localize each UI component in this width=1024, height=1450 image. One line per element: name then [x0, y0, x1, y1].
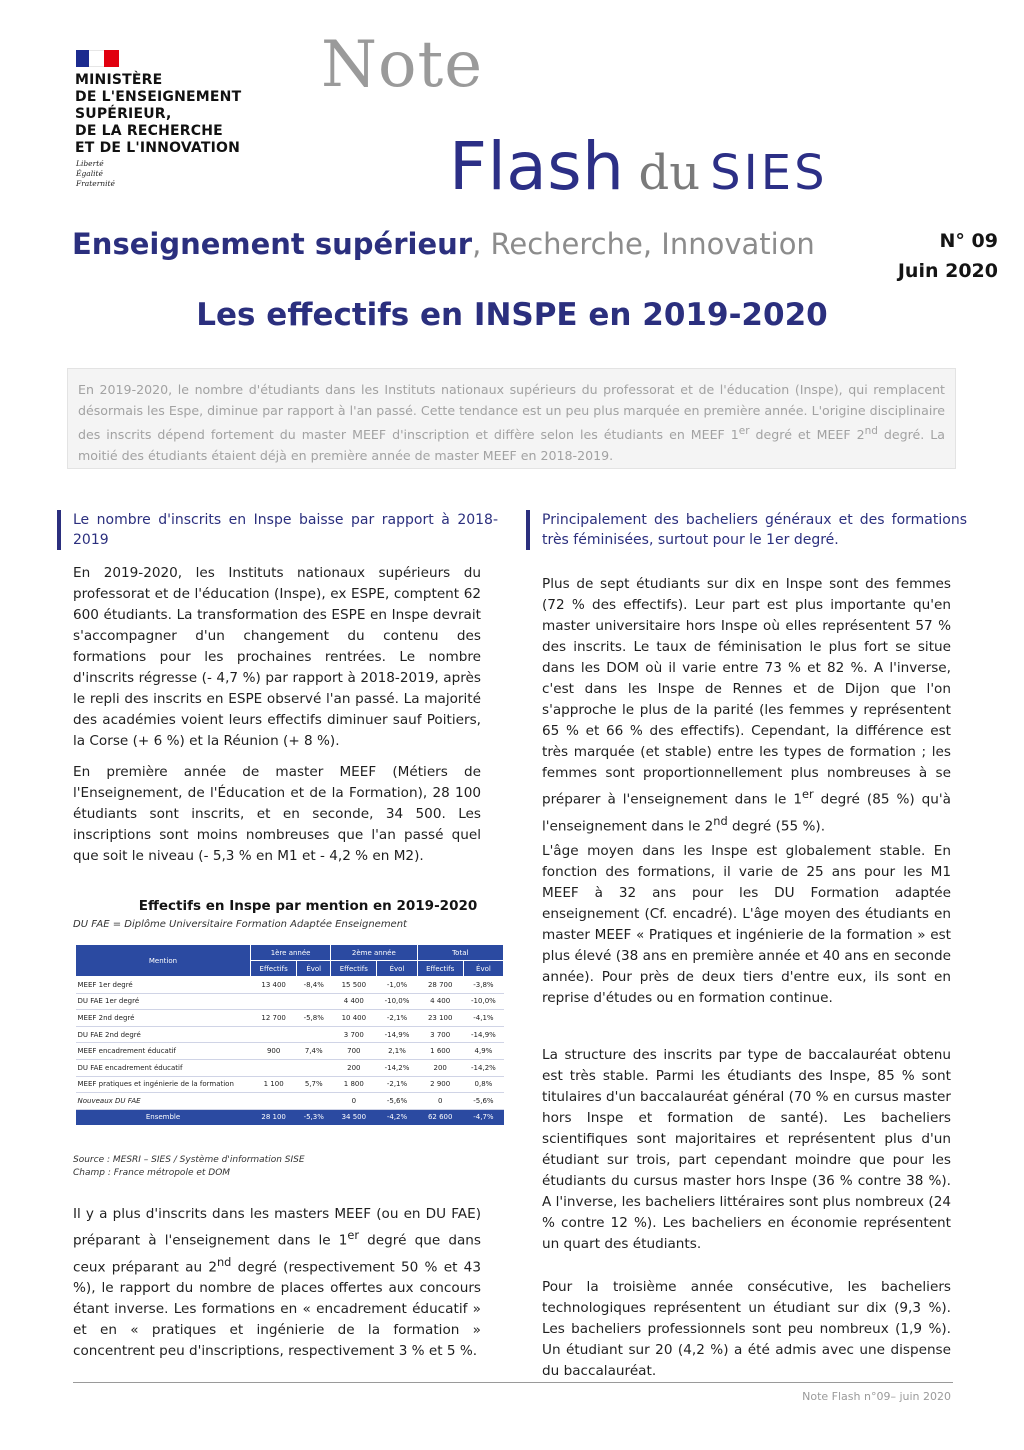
cell: -1,0%: [377, 977, 417, 994]
enrolment-table: [75, 944, 504, 1125]
left-paragraph-1: En 2019-2020, les Instituts nationaux supérieurs du professorat et de l'éducation (Inspe), ex ESPE, comptent 62 600 étudiants. La transformation des ESPE en Inspe devrait s'accompagner d'un changement du contenu des formations pour les prochaines rentrées. Le nombre d'inscrits régresse (- 4,7 %) par rapport à 2018-2019, après le repli des inscrits en ESPE observé l'an passé. La majorité des académies voient leurs effectifs diminuer sauf Poitiers, la Corse (+ 6 %) et la Réunion (+ 8 %).: [73, 565, 481, 749]
cell: 4 400: [331, 993, 377, 1010]
row-label: MEEF 1er degré: [76, 977, 251, 994]
cell: -4,1%: [463, 1010, 503, 1027]
row-label: DU FAE 1er degré: [76, 993, 251, 1010]
cell: -14,9%: [463, 1026, 503, 1043]
cell: -5,6%: [463, 1093, 503, 1110]
masthead-sies-word: SIES: [710, 145, 828, 201]
cell: -8,4%: [297, 977, 331, 994]
header-sub: Effectifs: [251, 961, 297, 977]
issue-date: Juin 2020: [897, 260, 998, 282]
right-paragraph-4: Pour la troisième année consécutive, les bacheliers technologiques représentent un étudiant sur dix (9,3 %). Les bacheliers professionnels sont peu nombreux (1,9 %). Un étudiant sur 20 (4,2 %) a été admis avec une dispense du baccalauréat.: [542, 1279, 951, 1379]
table-title: Effectifs en Inspe par mention en 2019-2020: [138, 898, 478, 914]
cell: 4,9%: [463, 1043, 503, 1060]
row-label: MEEF encadrement éducatif: [76, 1043, 251, 1060]
masthead-note: Note: [321, 28, 484, 102]
total-cell: -5,3%: [297, 1109, 331, 1125]
table-row: [76, 1010, 504, 1027]
header-sub: Effectifs: [417, 961, 463, 977]
header-sub: Évol: [297, 961, 331, 977]
header-sub: Effectifs: [331, 961, 377, 977]
left-paragraph-2: En première année de master MEEF (Métiers de l'Enseignement, de l'Éducation et de la Formation), 28 100 étudiants sont inscrits, et en seconde, 34 500. Les inscriptions sont moins nombreuses que l'an passé quel que soit le niveau (- 5,3 % en M1 et - 4,2 % en M2).: [73, 764, 481, 864]
table-row: [76, 1043, 504, 1060]
cell: 200: [331, 1059, 377, 1076]
issue-number: N° 09: [939, 230, 998, 252]
table-row: [76, 993, 504, 1010]
footer-divider: [73, 1382, 953, 1383]
header-sub: Évol: [377, 961, 417, 977]
left-section-heading: Le nombre d'inscrits en Inspe baisse par rapport à 2018-2019: [57, 510, 498, 550]
table-row: [76, 1093, 504, 1110]
cell: [297, 993, 331, 1010]
table-row: [76, 1076, 504, 1093]
table-row: [76, 1059, 504, 1076]
cell: 12 700: [251, 1010, 297, 1027]
ministry-name: MINISTÈRE DE L'ENSEIGNEMENT SUPÉRIEUR, DE LA RECHERCHE ET DE L'INNOVATION: [75, 72, 242, 156]
cell: 5,7%: [297, 1076, 331, 1093]
cell: 1 600: [417, 1043, 463, 1060]
table-source-line: Source : MESRI – SIES / Système d'information SISE: [73, 1155, 305, 1165]
row-label: DU FAE encadrement éducatif: [76, 1059, 251, 1076]
abstract-box: En 2019-2020, le nombre d'étudiants dans les Instituts nationaux supérieurs du professorat et de l'éducation (Inspe), qui remplacent désormais les Espe, diminue par rapport à l'an passé. Cette tendance est un peu plus marquée en première année. L'origine disciplinaire des inscrits dépend fortement du master MEEF d'inscription et diffère selon les étudiants en MEEF 1er degré et MEEF 2nd degré. La moitié des étudiants étaient déjà en première année de master MEEF en 2018-2019.: [67, 368, 956, 469]
cell: 2 900: [417, 1076, 463, 1093]
republic-flag-logo: [76, 50, 119, 67]
total-cell: 34 500: [331, 1109, 377, 1125]
cell: -3,8%: [463, 977, 503, 994]
total-cell: 28 100: [251, 1109, 297, 1125]
cell: 13 400: [251, 977, 297, 994]
cell: 2,1%: [377, 1043, 417, 1060]
header-group-year1: 1ère année: [251, 945, 331, 961]
cell: 28 700: [417, 977, 463, 994]
cell: 700: [331, 1043, 377, 1060]
total-cell: -4,7%: [463, 1109, 503, 1125]
table-champ-line: Champ : France métropole et DOM: [73, 1168, 231, 1178]
total-cell: -4,2%: [377, 1109, 417, 1125]
table-source: [73, 1154, 305, 1180]
republic-motto: Liberté Égalité Fraternité: [76, 159, 115, 188]
table-row: [76, 977, 504, 994]
cell: -14,9%: [377, 1026, 417, 1043]
row-label: Nouveaux DU FAE: [76, 1093, 251, 1110]
total-label: Ensemble: [76, 1109, 251, 1125]
right-paragraph-2: L'âge moyen dans les Inspe est globalement stable. En fonction des formations, il varie de 25 ans pour les M1 MEEF à 32 ans pour les DU Formation adaptée enseignement (Cf. encadré). L'âge moyen des étudiants en master MEEF « Pratiques et ingénierie de la formation » est plus élevé (38 ans en première année et 40 ans en seconde année). Pour près de deux tiers d'entre eux, ils sont en reprise d'études ou en formation continue.: [542, 843, 951, 1006]
cell: 23 100: [417, 1010, 463, 1027]
cell: 10 400: [331, 1010, 377, 1027]
cell: 7,4%: [297, 1043, 331, 1060]
page-title: Les effectifs en INSPE en 2019-2020: [196, 297, 828, 333]
publication-subtitle: Enseignement supérieur, Recherche, Innovation: [72, 227, 815, 261]
cell: -5,8%: [297, 1010, 331, 1027]
cell: [297, 1059, 331, 1076]
right-paragraph-3: La structure des inscrits par type de baccalauréat obtenu est très stable. Parmi les étudiants des Inspe, 85 % sont titulaires d'un baccalauréat général (70 % en cursus master hors Inspe et formation de santé). Les bacheliers scientifiques sont majoritaires et représentent plus d'un étudiant sur trois, part cependant moindre que pour les étudiants du cursus master hors Inspe (36 % contre 38 %). A l'inverse, les bacheliers littéraires sont plus nombreux (24 % contre 12 %). Les bacheliers en économie représentent un quart des étudiants.: [542, 1047, 951, 1252]
row-label: DU FAE 2nd degré: [76, 1026, 251, 1043]
issue-info: [898, 226, 998, 286]
header-sub: Évol: [463, 961, 503, 977]
cell: 4 400: [417, 993, 463, 1010]
header-group-year2: 2ème année: [331, 945, 417, 961]
row-label: MEEF pratiques et ingénierie de la formation: [76, 1076, 251, 1093]
cell: -2,1%: [377, 1010, 417, 1027]
right-section-heading: Principalement des bacheliers généraux et des formations très féminisées, surtout pour le 1er degré.: [526, 510, 967, 550]
page-footer: Note Flash n°09– juin 2020: [802, 1390, 951, 1403]
left-paragraph-3: Il y a plus d'inscrits dans les masters MEEF (ou en DU FAE) préparant à l'enseignement dans le 1er degré que dans ceux préparant au 2nd degré (respectivement 50 % et 43 %), le rapport du nombre de places offertes aux concours étant inverse. Les formations en « encadrement éducatif » et en « pratiques et ingénierie de la formation » concentrent peu d'inscriptions, respectivement 3 % et 5 %.: [73, 1206, 481, 1360]
cell: 1 800: [331, 1076, 377, 1093]
header-group-total: Total: [417, 945, 503, 961]
cell: 900: [251, 1043, 297, 1060]
masthead-du-word: du: [638, 145, 701, 201]
masthead-flash: [449, 128, 828, 205]
cell: 3 700: [417, 1026, 463, 1043]
cell: [251, 1026, 297, 1043]
cell: 3 700: [331, 1026, 377, 1043]
cell: [251, 993, 297, 1010]
cell: 1 100: [251, 1076, 297, 1093]
cell: -2,1%: [377, 1076, 417, 1093]
cell: [297, 1026, 331, 1043]
header-mention: Mention: [76, 945, 251, 977]
right-paragraph-1: Plus de sept étudiants sur dix en Inspe sont des femmes (72 % des effectifs). Leur part est plus importante qu'en master universitaire hors Inspe où elles représentent 57 % des inscrits. Le taux de féminisation le plus fort se situe dans les DOM où il varie entre 73 % et 82 %. A l'inverse, c'est dans les Inspe de Rennes et de Dijon que l'on s'approche le plus de la parité (les femmes y représentent 65 % et 66 % des effectifs). Cependant, la différence est très marquée (et stable) entre les types de formation ; les femmes sont proportionnellement plus nombreuses à se préparer à l'enseignement dans le 1er degré (85 %) qu'à l'enseignement dans le 2nd degré (55 %).: [542, 576, 951, 835]
total-cell: 62 600: [417, 1109, 463, 1125]
cell: 15 500: [331, 977, 377, 994]
cell: -14,2%: [377, 1059, 417, 1076]
row-label: MEEF 2nd degré: [76, 1010, 251, 1027]
cell: 200: [417, 1059, 463, 1076]
cell: -5,6%: [377, 1093, 417, 1110]
cell: 0,8%: [463, 1076, 503, 1093]
cell: -14,2%: [463, 1059, 503, 1076]
table-row: [76, 1026, 504, 1043]
cell: [251, 1059, 297, 1076]
cell: -10,0%: [377, 993, 417, 1010]
table-total-row: [76, 1109, 504, 1125]
cell: -10,0%: [463, 993, 503, 1010]
table-subtitle: DU FAE = Diplôme Universitaire Formation Adaptée Enseignement: [73, 919, 407, 930]
masthead-flash-word: Flash: [449, 128, 625, 205]
cell: 0: [331, 1093, 377, 1110]
cell: [297, 1093, 331, 1110]
cell: [251, 1093, 297, 1110]
cell: 0: [417, 1093, 463, 1110]
